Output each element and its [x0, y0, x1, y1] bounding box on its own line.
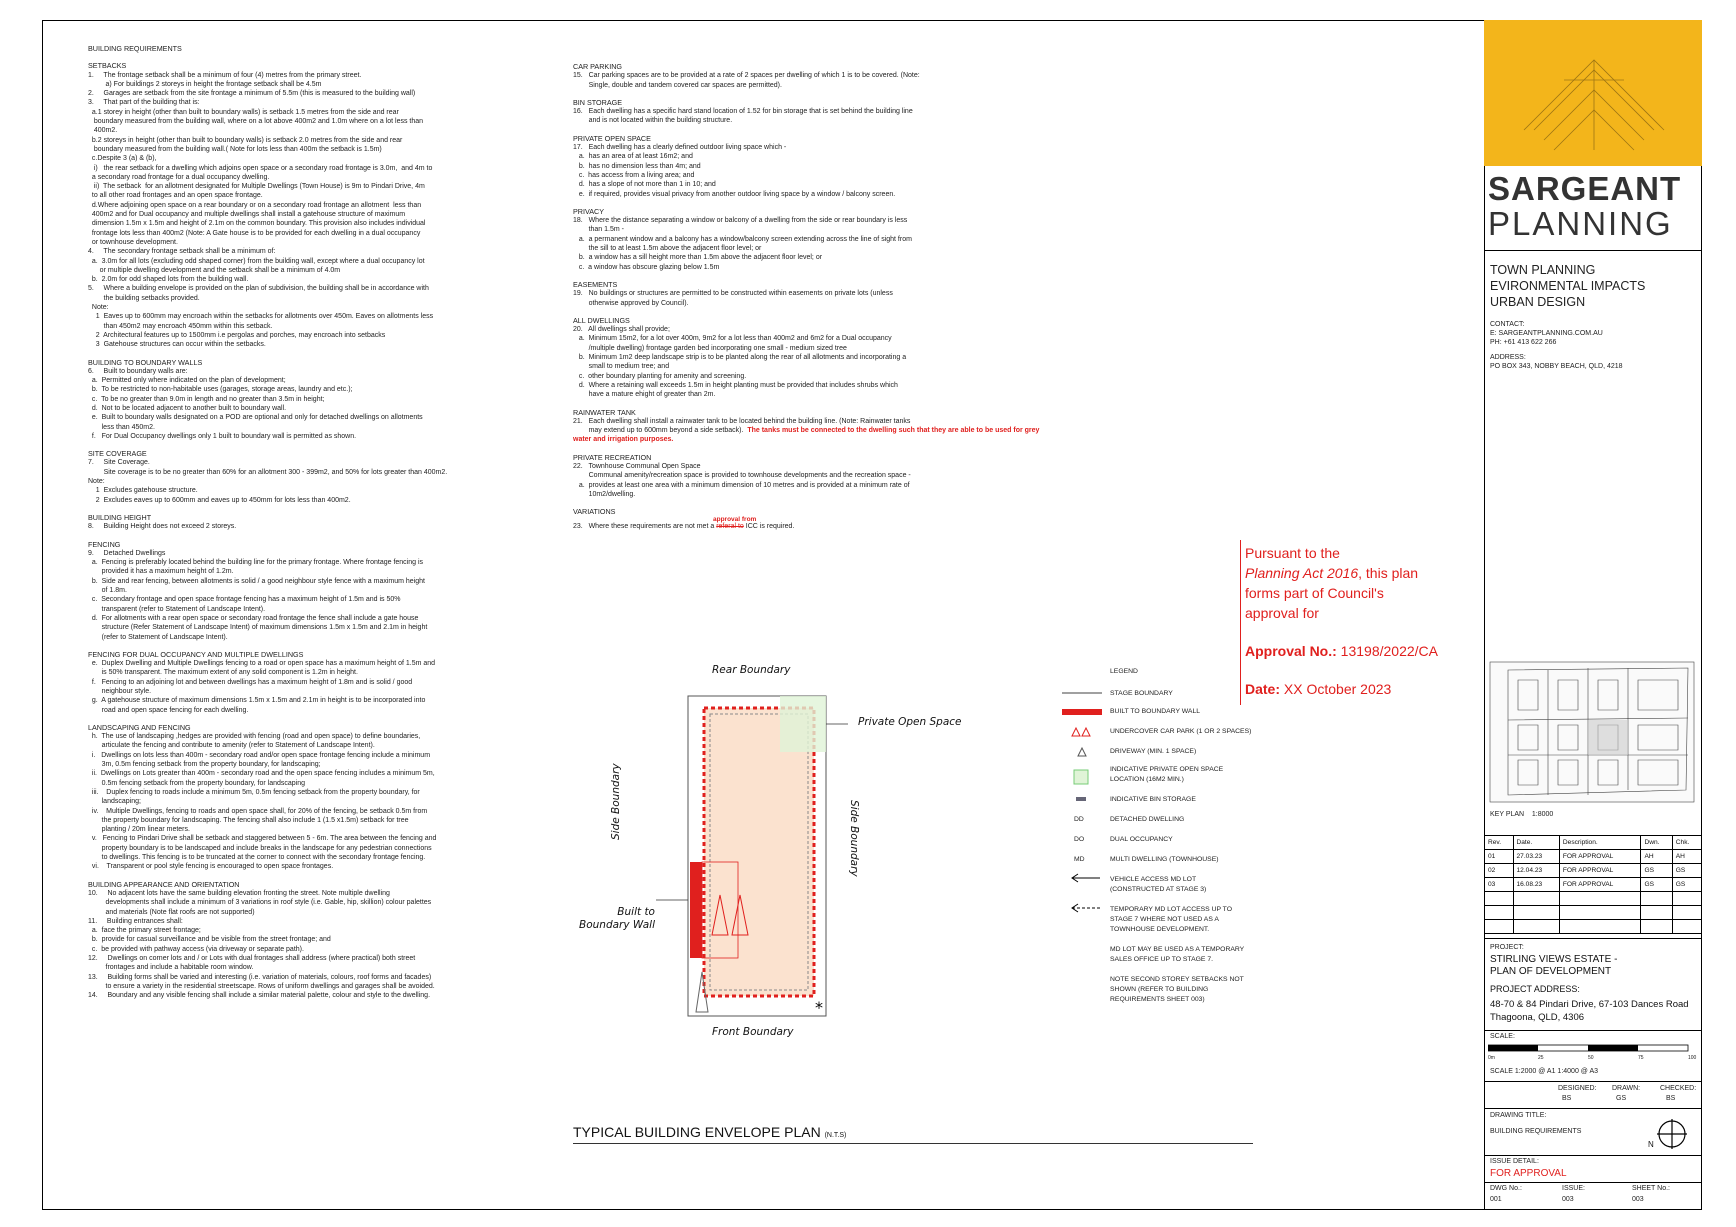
dwg-label: DWG No.:: [1490, 1185, 1522, 1192]
requirement-line: 1 Excludes gatehouse structure.: [88, 487, 198, 495]
requirement-line: i. Dwellings on lots less than 400m - secondary road and/or open space frontage fencing include a minimum: [88, 751, 431, 759]
requirement-line: 22. Townhouse Communal Open Space: [573, 462, 701, 470]
approval-stamp-divider: [1240, 540, 1241, 705]
drawing-title: BUILDING REQUIREMENTS: [1490, 1128, 1582, 1135]
requirement-line: is 50% transparent. The maximum extent of any solid component is 1.2m in height.: [88, 669, 358, 677]
variation-struck: referal to: [716, 523, 744, 531]
requirement-line: boundary measured from the building wall.( Note for lots less than 400m the setback is 1.5m): [88, 145, 382, 153]
legend-title: LEGEND: [1110, 668, 1138, 675]
approval-line-3: forms part of Council's: [1245, 585, 1384, 601]
requirement-line: neighbour style.: [88, 688, 152, 695]
requirement-line: b. Minimum 1m2 deep landscape strip is to be planted along the rear of all allotments and incorporating a: [573, 354, 907, 362]
approval-number-label: Approval No.:: [1245, 643, 1341, 659]
revision-header-cell: Chk.: [1672, 836, 1701, 850]
project-address-label: PROJECT ADDRESS:: [1490, 984, 1580, 994]
revision-header-cell: Dwn.: [1641, 836, 1672, 850]
requirement-line: landscaping;: [88, 798, 141, 806]
building-envelope-plan: [560, 660, 880, 1060]
approval-line-4: approval for: [1245, 605, 1319, 621]
revision-cell: FOR APPROVAL: [1559, 864, 1641, 878]
requirement-line: c. other boundary planting for amenity and screening.: [573, 372, 747, 380]
issue-detail: FOR APPROVAL: [1490, 1168, 1567, 1179]
requirement-line: road and open space fencing for each dwelling.: [88, 706, 249, 714]
revision-row-empty: [1485, 906, 1702, 920]
legend-code-dd: DD: [1074, 816, 1084, 823]
requirement-line: than 1.5m -: [573, 226, 624, 234]
requirements-column-left: [88, 44, 468, 1001]
requirement-line: 21. Each dwelling shall install a rainwater tank to be located behind the building line. (Note: Rainwater tanks: [573, 417, 911, 425]
requirement-line: b. provide for casual surveillance and be visible from the street frontage; and: [88, 936, 331, 944]
legend-item-label: DUAL OCCUPANCY: [1110, 836, 1173, 843]
requirement-line: a. Fencing is preferably located behind the building line for the primary frontage. Where frontage fencing is: [88, 559, 424, 567]
requirement-line: g. A gatehouse structure of maximum dimensions 1.5m x 1.5m and 2.1m in height is to be incorporated into: [88, 697, 426, 705]
requirement-line: d. has a slope of not more than 1 in 10; and: [573, 181, 716, 189]
section-heading: BUILDING APPEARANCE AND ORIENTATION: [88, 879, 240, 889]
requirement-line: 2 Architectural features up to 1500mm i.e pergolas and porches, may encroach into setbacks: [88, 331, 386, 339]
requirement-line: the building setbacks provided.: [88, 294, 200, 302]
requirement-line: or townhouse development.: [88, 238, 178, 246]
requirement-line: 1 Eaves up to 600mm may encroach within the setbacks for allotments over 450m. Eaves on allotments less: [88, 313, 434, 321]
services-list: TOWN PLANNING EVIRONMENTAL IMPACTS URBAN DESIGN: [1490, 263, 1646, 309]
revision-header-cell: Rev.: [1485, 836, 1514, 850]
requirement-line: b. Side and rear fencing, between allotments is solid / a good neighbour style fence with a maximum height: [88, 577, 425, 585]
brand-name-2: PLANNING: [1488, 205, 1673, 242]
legend-item-label: STAGE BOUNDARY: [1110, 690, 1173, 697]
requirement-line: a. has an area of at least 16m2; and: [573, 153, 693, 161]
requirement-line: v. Fencing to Pindari Drive shall be setback and staggered between 5 - 6m. The area between the fencing and: [88, 835, 437, 843]
requirement-line: a.1 storey in height (other than built to boundary walls) is setback 1.5 metres from the side and rear: [88, 108, 399, 116]
requirement-line: b.2 storeys in height (other than built to boundary walls) is setback 2.0 metres from the side and rear: [88, 136, 403, 144]
requirement-line: a. Permitted only where indicated on the plan of development;: [88, 377, 286, 385]
requirement-line: f. Fencing to an adjoining lot and between dwellings has a maximum height of 1.8m and is solid / good: [88, 678, 413, 686]
requirement-line: 4. The secondary frontage setback shall be a minimum of:: [88, 248, 276, 256]
legend-item-label: INDICATIVE PRIVATE OPEN SPACE: [1110, 766, 1224, 773]
variation-pre: 23. Where these requirements are not met a: [573, 523, 717, 531]
legend-item-label: (CONSTRUCTED AT STAGE 3): [1110, 886, 1207, 893]
requirement-line: 400m2 and for Dual occupancy and multiple dwellings shall install a gatehouse structure of maximum: [88, 211, 406, 219]
issue-value: 003: [1562, 1196, 1574, 1203]
requirement-line: 14. Boundary and any visible fencing shall include a similar material palette, colour and style to the dwelling.: [88, 992, 431, 1000]
project-label: PROJECT:: [1490, 944, 1524, 951]
requirement-line: a. provides at least one area with a minimum dimension of 10 metres and is provided at a minimum rate of: [573, 481, 910, 489]
revision-cell: GS: [1641, 864, 1672, 878]
legend-item-label: TOWNHOUSE DEVELOPMENT.: [1110, 926, 1210, 933]
requirement-line: 3. That part of the building that is:: [88, 99, 200, 107]
requirement-line: than 450m2 may encroach 450mm within this setback.: [88, 322, 273, 330]
section-heading: FENCING FOR DUAL OCCUPANCY AND MULTIPLE DWELLINGS: [88, 649, 304, 659]
label-built-to-boundary: Built to Boundary Wall: [579, 906, 655, 931]
requirement-line: Communal amenity/recreation space is provided to townhouse developments and the recreation space -: [573, 472, 911, 480]
requirement-line: /multiple dwelling) frontage garden bed incorporating one small - medium sized tree: [573, 344, 847, 352]
requirement-line: to all other road frontages and an open space frontage.: [88, 192, 263, 200]
requirement-line: 2. Garages are setback from the site frontage a minimum of 5.5m (this is measured to the building wall): [88, 90, 416, 98]
requirement-line: a. Minimum 15m2, for a lot over 400m, 9m2 for a lot less than 400m2 and 6m2 for a Dual occupancy: [573, 335, 892, 343]
requirement-line: 19. No buildings or structures are permitted to be constructed within easements on private lots (unless: [573, 290, 893, 298]
revision-cell: 16.08.23: [1513, 878, 1559, 892]
label-side-boundary-right: Side Boundary: [848, 800, 860, 877]
revision-header-cell: Description.: [1559, 836, 1641, 850]
requirement-line: 3m, 0.5m fencing setback from the property boundary, for landscaping;: [88, 761, 321, 769]
requirement-line: Note:: [88, 304, 109, 312]
requirement-line: 12. Dwellings on corner lots and / or Lots with dual frontages shall address (where practical) both street: [88, 955, 416, 963]
section-heading: SETBACKS: [88, 61, 127, 71]
requirement-line: 9. Detached Dwellings: [88, 549, 166, 557]
variation-insert: approval from: [713, 516, 757, 524]
requirement-line: c. has access from a living area; and: [573, 171, 695, 179]
legend-item-label: STAGE 7 WHERE NOT USED AS A: [1110, 916, 1219, 923]
revision-row-empty: [1485, 920, 1702, 934]
requirement-line: structure (Refer Statement of Landscape Intent) of maximum dimensions 1.5m x 1.5m and 2.1m in height: [88, 624, 428, 632]
revision-cell: FOR APPROVAL: [1559, 850, 1641, 864]
issue-detail-label: ISSUE DETAIL:: [1490, 1158, 1539, 1165]
requirement-line: 18. Where the distance separating a window or balcony of a dwelling from the side or rear boundary is less: [573, 217, 908, 225]
revision-cell: GS: [1641, 878, 1672, 892]
requirement-line: 5. Where a building envelope is provided on the plan of subdivision, the building shall be in accordance with: [88, 285, 429, 293]
sheet-value: 003: [1632, 1196, 1644, 1203]
requirement-line: dimension 1.5m x 1.5m and height of 2.1m on the common boundary. This provision also includes individual: [88, 220, 426, 228]
requirement-line: Site coverage is to be no greater than 60% for an allotment 300 - 399m2, and 50% for lots greater than 400m2.: [88, 468, 448, 476]
requirement-line: provided it has a maximum height of 1.2m.: [88, 568, 234, 576]
scale-tick-label: 25: [1538, 1055, 1544, 1061]
section-heading: FENCING: [88, 539, 121, 549]
section-heading: BUILDING TO BOUNDARY WALLS: [88, 357, 203, 367]
requirement-line: 7. Site Coverage.: [88, 459, 150, 467]
revision-cell: GS: [1672, 878, 1701, 892]
requirement-line: b. has no dimension less than 4m; and: [573, 162, 701, 170]
requirement-line: ii. Dwellings on Lots greater than 400m - secondary road and the open space fencing includes a minimum 5m,: [88, 770, 435, 778]
scale-tick-label: 0m: [1488, 1055, 1495, 1061]
requirement-line: frontages and include a habitable room window.: [88, 964, 254, 972]
section-heading: EASEMENTS: [573, 279, 618, 289]
requirement-line: b. 2.0m for odd shaped lots from the building wall.: [88, 276, 249, 284]
revision-cell: 27.03.23: [1513, 850, 1559, 864]
requirement-line: 16. Each dwelling has a specific hard stand location of 1.52 for bin storage that is set behind the building line: [573, 108, 913, 116]
requirement-line: (refer to Statement of Landscape Intent).: [88, 633, 228, 641]
revision-row-empty: [1485, 892, 1702, 906]
revision-table: [1484, 835, 1702, 934]
requirement-line: 8. Building Height does not exceed 2 storeys.: [88, 523, 237, 531]
section-heading: BUILDING HEIGHT: [88, 512, 152, 522]
requirement-line: a) For buildings 2 storeys in height the frontage setback shall be 4.5m: [88, 80, 322, 88]
label-private-open-space: Private Open Space: [858, 716, 962, 728]
built-to-boundary-wall: [690, 862, 702, 958]
key-plan-label: KEY PLAN 1:8000: [1490, 811, 1554, 818]
legend-item-label: MULTI DWELLING (TOWNHOUSE): [1110, 856, 1219, 863]
approval-act: Planning Act 2016: [1245, 565, 1359, 581]
revision-row: [1485, 878, 1702, 892]
requirements-column-right: [573, 62, 1043, 532]
legend-symbols: [1060, 684, 1110, 934]
approval-line-2: , this plan: [1358, 565, 1419, 581]
contact-info: CONTACT: E: SARGEANTPLANNING.COM.AU PH: +61 413 622 266 ADDRESS: PO BOX 343, NOBBY BEACH, QLD, 4218: [1490, 321, 1623, 370]
requirement-line: planting / 20m linear meters.: [88, 826, 190, 834]
drawn-label: DRAWN:: [1612, 1085, 1641, 1092]
requirement-line: of 1.8m.: [88, 587, 127, 595]
council-approval-stamp: [1245, 543, 1475, 699]
requirement-line: boundary measured from the building wall, where on a lot above 400m2 and 1.0m where on a lot less than: [88, 118, 424, 126]
requirement-line: articulate the fencing and contribute to amenity (refer to Statement of Landscape Intent).: [88, 742, 375, 750]
requirement-line: a. 3.0m for all lots (excluding odd shaped corner) from the building wall, except where a dual occupancy lot: [88, 257, 425, 265]
requirement-line: Note:: [88, 478, 105, 486]
scale-tick-label: 50: [1588, 1055, 1594, 1061]
requirement-line: c. be provided with pathway access (via driveway or separate path).: [88, 945, 304, 953]
requirement-line: and is not located within the building structure.: [573, 117, 733, 125]
label-rear-boundary: Rear Boundary: [712, 664, 791, 676]
section-heading: CAR PARKING: [573, 62, 622, 71]
requirement-line: iv. Multiple Dwellings, fencing to roads and open space shall, for 20% of the fencing, be setback 0.5m from: [88, 807, 428, 815]
section-heading: VARIATIONS: [573, 507, 616, 517]
north-asterisk-icon: *: [815, 998, 823, 1017]
section-heading: RAINWATER TANK: [573, 407, 636, 417]
requirement-line: d. Where a retaining wall exceeds 1.5m in height planting must be provided that includes shrubs which: [573, 381, 898, 389]
requirement-line: transparent (refer to Statement of Landscape Intent).: [88, 605, 266, 613]
requirement-line: d. Not to be located adjacent to another built to boundary wall.: [88, 404, 287, 412]
requirement-line: property boundary is to be landscaped and include breaks in the landscape for any pedestrian connections: [88, 844, 432, 852]
requirement-line: developments shall include a minimum of 3 variations in roof style (i.e. Gable, hip, skillion) colour palettes: [88, 899, 432, 907]
revision-header-row: [1485, 836, 1702, 850]
revision-row: [1485, 864, 1702, 878]
approval-line-1: Pursuant to the: [1245, 545, 1340, 561]
designed-value: BS: [1562, 1095, 1572, 1102]
requirement-line: 13. Building forms shall be varied and interesting (i.e. variation of materials, colours, roof forms and facades): [88, 973, 432, 981]
tank-line-text: may extend up to 600mm beyond a side setback).: [573, 427, 744, 435]
legend-note-line: MD LOT MAY BE USED AS A TEMPORARY: [1110, 946, 1245, 953]
tank-note-red: The tanks must be connected to the dwelling such that they are able to be used for grey water and irrigation purposes.: [573, 427, 1042, 444]
requirement-line: the sill to at least 1.5m above the adjacent floor level; or: [573, 245, 762, 253]
legend-item-label: DRIVEWAY (MIN. 1 SPACE): [1110, 748, 1197, 755]
private-open-space-area: [780, 696, 826, 752]
requirement-line: c. a window has obscure glazing below 1.5m: [573, 263, 720, 271]
drawing-title-label: DRAWING TITLE:: [1490, 1112, 1547, 1119]
section-heading: BIN STORAGE: [573, 97, 622, 107]
requirement-line: f. For Dual Occupancy dwellings only 1 built to boundary wall is permitted as shown.: [88, 432, 357, 440]
requirement-line: small to medium tree; and: [573, 363, 670, 371]
drawn-value: GS: [1616, 1095, 1627, 1102]
requirement-line: e. Duplex Dwelling and Multiple Dwellings fencing to a road or open space has a maximum height of 1.5m and: [88, 660, 436, 668]
requirement-line: less than 450m2.: [88, 423, 155, 431]
requirement-line: ii) The setback for an allotment designated for Multiple Dwellings (Town House) is 9m to Pindari Drive, 4m: [88, 183, 425, 191]
section-heading: ALL DWELLINGS: [573, 315, 630, 325]
label-side-boundary-left: Side Boundary: [610, 763, 622, 840]
requirement-line-tank: [573, 426, 1043, 445]
label-front-boundary: Front Boundary: [712, 1026, 794, 1038]
requirement-line: a. face the primary street frontage;: [88, 927, 201, 935]
requirement-line: the property boundary for landscaping. The fencing shall also include 1 (1.5 x1.5m) setback for tree: [88, 816, 409, 824]
requirement-line: c. To be no greater than 9.0m in length and no greater than 3.5m in height;: [88, 395, 325, 403]
section-heading: BUILDING REQUIREMENTS: [88, 44, 182, 53]
plan-title-underline: [573, 1143, 1253, 1144]
requirement-line: 10. No adjacent lots have the same building elevation fronting the street. Note multiple dwelling: [88, 889, 390, 897]
requirement-line: e. Built to boundary walls designated on a POD are optional and only for detached dwellings on allotments: [88, 414, 423, 422]
dwg-value: 001: [1490, 1196, 1502, 1203]
approval-date-label: Date:: [1245, 681, 1284, 697]
requirement-line: b. a window has a sill height more than 1.5m above the adjacent floor level; or: [573, 254, 823, 262]
logo-block: [1484, 20, 1702, 166]
legend-item-label: LOCATION (16M2 MIN.): [1110, 776, 1184, 783]
revision-cell: 12.04.23: [1513, 864, 1559, 878]
legend-item-label: TEMPORARY MD LOT ACCESS UP TO: [1110, 906, 1233, 913]
requirement-line: 15. Car parking spaces are to be provided at a rate of 2 spaces per dwelling of which 1 is to be covered. (Note:: [573, 72, 920, 80]
revision-cell: GS: [1672, 864, 1701, 878]
checked-label: CHECKED:: [1660, 1085, 1697, 1092]
variation-line: [573, 516, 1043, 531]
requirement-line: and materials (Note flat roofs are not supported): [88, 908, 255, 916]
requirement-line: b. To be restricted to non-habitable uses (garages, storage areas, laundry and etc.);: [88, 386, 353, 394]
revision-cell: 02: [1485, 864, 1514, 878]
requirement-line: 2 Excludes eaves up to 600mm and eaves up to 450mm for lots less than 400m2.: [88, 496, 351, 504]
north-arrow-icon: [1650, 1118, 1690, 1154]
requirement-line: 10m2/dwelling.: [573, 490, 636, 498]
revision-header-cell: Date.: [1513, 836, 1559, 850]
scale-text: SCALE 1:2000 @ A1 1:4000 @ A3: [1490, 1068, 1599, 1075]
requirement-line: 400m2.: [88, 127, 118, 135]
legend-note-line: REQUIREMENTS SHEET 003): [1110, 996, 1205, 1003]
sheet-label: SHEET No.:: [1632, 1185, 1670, 1192]
revision-cell: AH: [1672, 850, 1701, 864]
logo-graphic: [1484, 20, 1702, 166]
plan-title: TYPICAL BUILDING ENVELOPE PLAN (N.T.S): [573, 1124, 847, 1140]
requirement-line: 20. All dwellings shall provide;: [573, 326, 670, 334]
revision-row: [1485, 850, 1702, 864]
key-plan-map: [1488, 660, 1698, 808]
requirement-line: d. For allotments with a rear open space or secondary road frontage the fence shall include a gate house: [88, 614, 419, 622]
requirement-line: frontage lots less than 400m2 (Note: A Gate house is to be provided for each dwelling in a dual occupancy: [88, 229, 421, 237]
requirement-line: d.Where adjoining open space on a rear boundary or on a secondary road frontage an allotment less than: [88, 201, 422, 209]
legend-code-do: DO: [1074, 836, 1085, 843]
requirement-line: i) the rear setback for a dwelling which adjoins open space or a secondary road frontage is 3.0m, and 4m to: [88, 164, 433, 172]
requirement-line: c. Secondary frontage and open space frontage fencing has a maximum height of 1.5m and is 50%: [88, 596, 401, 604]
section-heading: SITE COVERAGE: [88, 449, 147, 459]
approval-number: 13198/2022/CA: [1340, 643, 1438, 659]
variation-post: ICC is required.: [743, 523, 795, 531]
section-heading: PRIVATE OPEN SPACE: [573, 133, 651, 143]
scale-label: SCALE:: [1490, 1033, 1515, 1040]
legend-item-label: DETACHED DWELLING: [1110, 816, 1185, 823]
legend-item-label: BUILT TO BOUNDARY WALL: [1110, 708, 1201, 715]
revision-cell: AH: [1641, 850, 1672, 864]
requirement-line: or multiple dwelling development and the setback shall be a minimum of 4.0m: [88, 266, 341, 274]
requirement-line: vi. Transparent or pool style fencing is encouraged to open space frontages.: [88, 863, 334, 871]
requirement-line: 6. Built to boundary walls are:: [88, 367, 188, 375]
section-heading: PRIVACY: [573, 206, 605, 216]
project-address: 48-70 & 84 Pindari Drive, 67-103 Dances Road Thagoona, QLD, 4306: [1490, 999, 1689, 1023]
requirement-line: a. a permanent window and a balcony has a window/balcony screen extending across the line of sight from: [573, 235, 912, 243]
requirement-line: h. The use of landscaping ,hedges are provided with fencing (road and open space) to define boundaries,: [88, 733, 421, 741]
revision-cell: 03: [1485, 878, 1514, 892]
project-name: STIRLING VIEWS ESTATE - PLAN OF DEVELOPMENT: [1490, 954, 1618, 977]
requirement-line: 11. Building entrances shall:: [88, 917, 183, 925]
approval-date: XX October 2023: [1283, 681, 1392, 697]
requirement-line: have a mature ehight of greater than 2m.: [573, 391, 716, 399]
requirement-line: 3 Gatehouse structures can occur within the setbacks.: [88, 341, 266, 349]
legend-note-line: NOTE SECOND STOREY SETBACKS NOT: [1110, 976, 1244, 983]
requirement-line: otherwise approved by Council).: [573, 299, 689, 307]
north-label: N: [1648, 1140, 1654, 1149]
requirement-line: a secondary road frontage for a dual occupancy dwelling.: [88, 173, 270, 181]
legend-note-line: SALES OFFICE UP TO STAGE 7.: [1110, 956, 1213, 963]
brand-name-1: SARGEANT: [1488, 170, 1682, 207]
requirement-line: to dwellings. This fencing is to be truncated at the corner to connect with the secondary frontage fencing.: [88, 854, 426, 862]
scale-tick-label: 100: [1688, 1055, 1697, 1061]
section-heading: LANDSCAPING AND FENCING: [88, 722, 191, 732]
requirement-line: iii. Duplex fencing to roads include a minimum 5m, 0.5m fencing setback from the property boundary, for: [88, 788, 420, 796]
legend-code-md: MD: [1074, 856, 1085, 863]
requirement-line: 1. The frontage setback shall be a minimum of four (4) metres from the primary street.: [88, 71, 362, 79]
checked-value: BS: [1666, 1095, 1676, 1102]
legend-item-label: VEHICLE ACCESS MD LOT: [1110, 876, 1197, 883]
scale-tick-label: 75: [1638, 1055, 1644, 1061]
requirement-line: to ensure a variety in the residential streetscape. Rows of uniform dwellings and garages shall be avoided.: [88, 982, 435, 990]
section-heading: PRIVATE RECREATION: [573, 452, 652, 462]
legend-note-line: SHOWN (REFER TO BUILDING: [1110, 986, 1209, 993]
requirement-line: e. if required, provides visual privacy from another outdoor living space by a window / balcony screen.: [573, 190, 896, 198]
revision-cell: FOR APPROVAL: [1559, 878, 1641, 892]
requirement-line: c.Despite 3 (a) & (b),: [88, 155, 157, 163]
requirement-line: 0.5m fencing setback from the property boundary, for landscaping: [88, 779, 305, 787]
revision-cell: 01: [1485, 850, 1514, 864]
legend-item-label: UNDERCOVER CAR PARK (1 OR 2 SPACES): [1110, 728, 1252, 735]
legend-item-label: INDICATIVE BIN STORAGE: [1110, 796, 1196, 803]
issue-label: ISSUE:: [1562, 1185, 1585, 1192]
requirement-line: 17. Each dwelling has a clearly defined outdoor living space which -: [573, 144, 787, 152]
requirement-line: Single, double and tandem covered car spaces are permitted).: [573, 81, 782, 89]
designed-label: DESIGNED:: [1558, 1085, 1597, 1092]
